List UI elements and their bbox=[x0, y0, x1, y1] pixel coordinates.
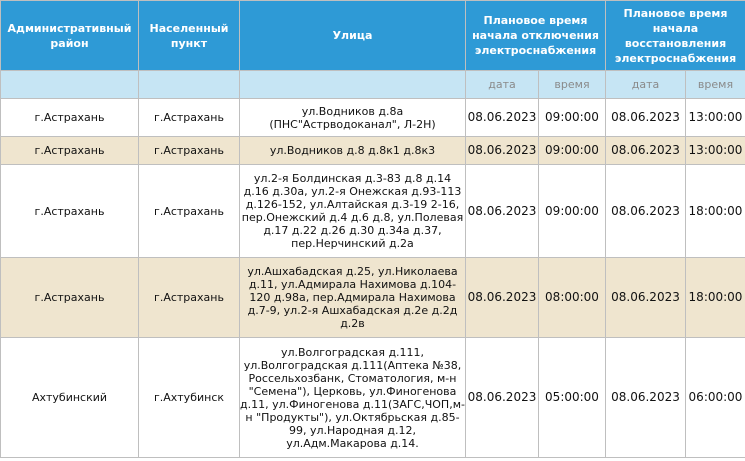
cell-off-date: 08.06.2023 bbox=[466, 338, 539, 458]
header-restore-time: Плановое время начала восстановления электроснабжения bbox=[606, 1, 745, 71]
cell-off-time: 09:00:00 bbox=[539, 165, 606, 258]
cell-settlement: г.Астрахань bbox=[139, 99, 240, 137]
cell-off-date: 08.06.2023 bbox=[466, 137, 539, 165]
header-district: Административный район bbox=[1, 1, 139, 71]
header-street: Улица bbox=[240, 1, 466, 71]
table-row bbox=[1, 258, 745, 338]
cell-restore-time: 18:00:00 bbox=[686, 258, 745, 338]
header-settlement: Населенный пункт bbox=[139, 1, 240, 71]
cell-settlement: г.Астрахань bbox=[139, 165, 240, 258]
header-off-time: Плановое время начала отключения электроснабжения bbox=[466, 1, 606, 71]
cell-district: г.Астрахань bbox=[1, 99, 139, 137]
cell-restore-date: 08.06.2023 bbox=[606, 99, 686, 137]
cell-district: г.Астрахань bbox=[1, 137, 139, 165]
cell-restore-date: 08.06.2023 bbox=[606, 258, 686, 338]
cell-off-time: 09:00:00 bbox=[539, 137, 606, 165]
cell-street: ул.Водников д.8 д.8к1 д.8к3 bbox=[240, 137, 466, 165]
cell-off-date: 08.06.2023 bbox=[466, 165, 539, 258]
cell-off-time: 05:00:00 bbox=[539, 338, 606, 458]
cell-off-date: 08.06.2023 bbox=[466, 99, 539, 137]
subheader-empty bbox=[139, 71, 240, 99]
table-row bbox=[1, 338, 745, 458]
cell-restore-time: 06:00:00 bbox=[686, 338, 745, 458]
cell-district: Ахтубинский bbox=[1, 338, 139, 458]
table-row bbox=[1, 99, 745, 137]
cell-settlement: г.Ахтубинск bbox=[139, 338, 240, 458]
cell-off-date: 08.06.2023 bbox=[466, 258, 539, 338]
cell-restore-date: 08.06.2023 bbox=[606, 137, 686, 165]
table-row bbox=[1, 165, 745, 258]
cell-street: ул.Волгоградская д.111, ул.Волгоградская д.111(Аптека №38, Россельхозбанк, Стоматология, м-н "Семена"), Церковь, ул.Финогенова д.11, ул.Финогенова д.11(ЗАГС,ЧОП,м-н "Продукты"), ул.Октябрьская д.85-99, ул.Народная д.12, ул.Адм.Макарова д.14. bbox=[240, 338, 466, 458]
subheader-restore-time: время bbox=[686, 71, 745, 99]
subheader-empty bbox=[240, 71, 466, 99]
cell-restore-time: 13:00:00 bbox=[686, 99, 745, 137]
subheader-off-date: дата bbox=[466, 71, 539, 99]
cell-district: г.Астрахань bbox=[1, 165, 139, 258]
cell-off-time: 09:00:00 bbox=[539, 99, 606, 137]
subheader-restore-date: дата bbox=[606, 71, 686, 99]
cell-restore-date: 08.06.2023 bbox=[606, 165, 686, 258]
cell-street: ул.2-я Болдинская д.3-83 д.8 д.14 д.16 д.30а, ул.2-я Онежская д.93-113 д.126-152, ул.Алтайская д.3-19 2-16, пер.Онежский д.4 д.6 д.8, ул.Полевая д.17 д.22 д.26 д.30 д.34а д.37, пер.Нерчинский д.2а bbox=[240, 165, 466, 258]
cell-restore-time: 18:00:00 bbox=[686, 165, 745, 258]
cell-street: ул.Водников д.8а (ПНС"Астрводоканал", Л-2Н) bbox=[240, 99, 466, 137]
cell-district: г.Астрахань bbox=[1, 258, 139, 338]
cell-restore-date: 08.06.2023 bbox=[606, 338, 686, 458]
cell-off-time: 08:00:00 bbox=[539, 258, 606, 338]
cell-settlement: г.Астрахань bbox=[139, 137, 240, 165]
cell-street: ул.Ашхабадская д.25, ул.Николаева д.11, ул.Адмирала Нахимова д.104-120 д.98а, пер.Адмирала Нахимова д.7-9, ул.2-я Ашхабадская д.2е д.2д д.2в bbox=[240, 258, 466, 338]
subheader-empty bbox=[1, 71, 139, 99]
table-row bbox=[1, 137, 745, 165]
cell-restore-time: 13:00:00 bbox=[686, 137, 745, 165]
subheader-off-time: время bbox=[539, 71, 606, 99]
cell-settlement: г.Астрахань bbox=[139, 258, 240, 338]
